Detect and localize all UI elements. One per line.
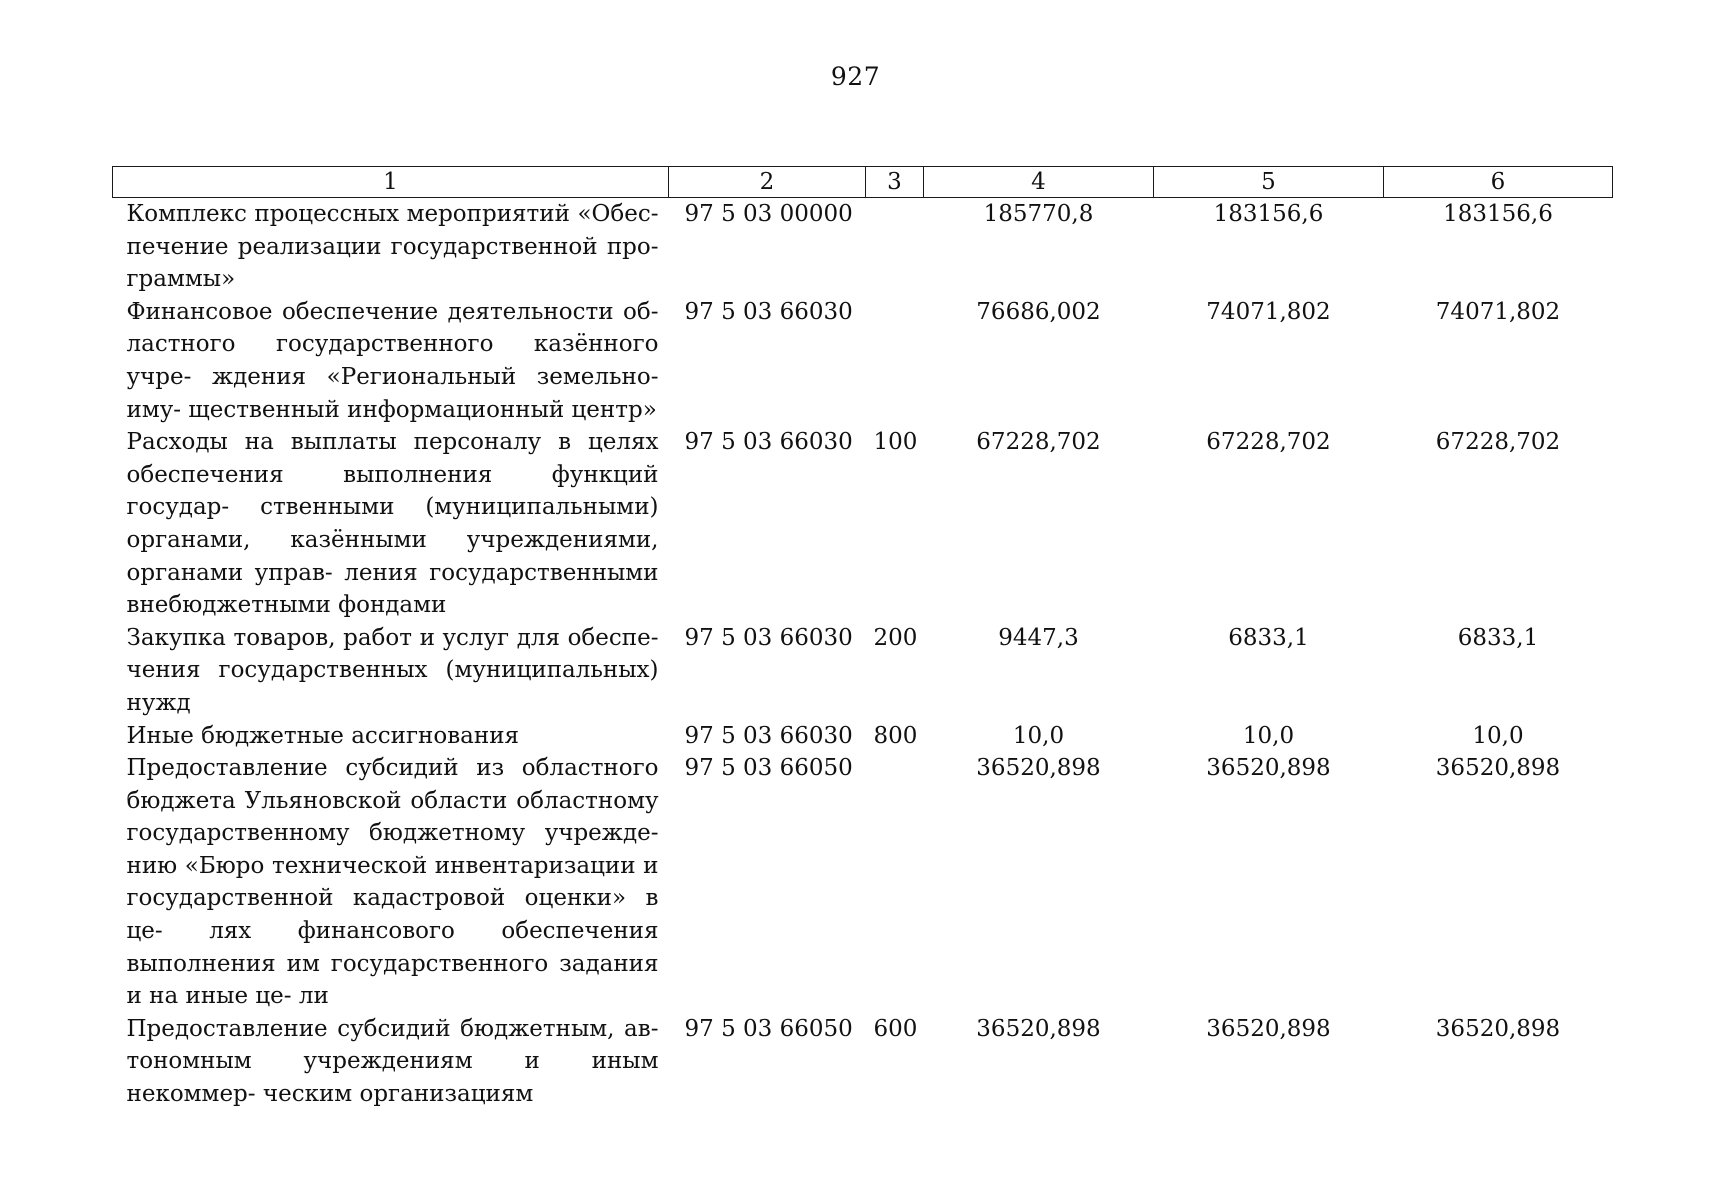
row-value-6: 183156,6	[1443, 201, 1553, 227]
row-name-line: ческим организациям	[262, 1081, 534, 1108]
row-value-6: 36520,898	[1435, 755, 1561, 782]
header-row	[113, 167, 1613, 198]
row-name-line: щественный информационный центр»	[188, 396, 657, 423]
row-name-line: Расходы на выплаты персоналу в целях	[126, 429, 659, 456]
column-header-1: 1	[113, 167, 669, 198]
row-name-line: ластного государственного казённого учре-	[126, 331, 659, 390]
row-value-6: 74071,802	[1435, 298, 1561, 325]
row-expense-type	[866, 752, 924, 1013]
table-row	[113, 426, 1613, 622]
row-name-line: Финансовое обеспечение деятельности об-	[126, 298, 659, 325]
row-name-line: государственному бюджетному учрежде-	[126, 820, 659, 847]
row-name-line: Иные бюджетные ассигнования	[126, 722, 520, 749]
row-name	[113, 622, 669, 720]
row-value-5: 10,0	[1242, 722, 1295, 749]
row-value-5: 36520,898	[1206, 1015, 1331, 1042]
table-row	[113, 752, 1613, 1013]
budget-table	[112, 166, 1613, 1111]
row-name	[113, 198, 669, 296]
row-code: 97 5 03 66050	[684, 755, 853, 782]
row-name-line: чения государственных (муниципальных)	[126, 657, 659, 684]
row-expense-type: 800	[873, 722, 918, 749]
table-row	[113, 622, 1613, 720]
row-value-5: 74071,802	[1206, 298, 1331, 325]
row-name-line: государственной кадастровой оценки» в це-	[126, 885, 659, 945]
row-value-6: 10,0	[1472, 722, 1524, 749]
row-name-line: печение реализации государственной про-	[126, 233, 659, 260]
row-name	[113, 426, 669, 622]
page-number: 927	[830, 62, 881, 91]
row-value-5: 67228,702	[1206, 429, 1331, 456]
row-expense-type	[866, 198, 924, 296]
row-value-4: 76686,002	[976, 298, 1101, 325]
column-header-3: 3	[866, 167, 924, 198]
row-code: 97 5 03 66030	[684, 298, 853, 325]
column-header-4: 4	[924, 167, 1154, 198]
row-name-line: Закупка товаров, работ и услуг для обеспе-	[126, 624, 659, 651]
row-value-4: 67228,702	[976, 429, 1101, 456]
table-row	[113, 198, 1613, 296]
row-name-line: граммы»	[126, 266, 236, 293]
row-name-line: бюджета Ульяновской области областному	[126, 787, 659, 814]
row-value-4: 9447,3	[998, 624, 1079, 651]
row-expense-type: 600	[873, 1015, 918, 1042]
row-expense-type	[866, 296, 924, 426]
row-expense-type: 100	[873, 429, 918, 456]
row-value-5: 183156,6	[1213, 201, 1324, 227]
column-header-2: 2	[669, 167, 866, 198]
row-name-line: им государственного задания и на иные це-	[126, 950, 659, 1010]
row-value-5: 36520,898	[1206, 755, 1331, 782]
row-name-line: ственными (муниципальными) органами,	[126, 494, 659, 553]
row-code: 97 5 03 66030	[684, 624, 853, 651]
row-name-line: ли	[298, 983, 329, 1010]
row-name-line: нию «Бюро технической инвентаризации и	[126, 852, 659, 879]
row-value-4: 10,0	[1012, 722, 1065, 749]
row-code: 97 5 03 66050	[684, 1015, 853, 1042]
table-row	[113, 720, 1613, 753]
row-value-6: 6833,1	[1457, 624, 1539, 651]
row-name-line: фондами	[338, 592, 447, 619]
row-value-6: 36520,898	[1435, 1015, 1561, 1042]
row-name-line: Предоставление субсидий бюджетным, ав-	[126, 1015, 659, 1042]
row-value-4: 36520,898	[976, 1015, 1101, 1042]
row-code: 97 5 03 66030	[684, 722, 853, 749]
row-name	[113, 720, 669, 753]
row-name	[113, 296, 669, 426]
table-row	[113, 1013, 1613, 1111]
column-header-6: 6	[1384, 167, 1613, 198]
row-value-5: 6833,1	[1228, 624, 1309, 651]
table-row	[113, 296, 1613, 426]
row-code: 97 5 03 00000	[684, 201, 853, 227]
row-name	[113, 752, 669, 1013]
row-value-4: 36520,898	[976, 755, 1101, 782]
row-name-line: ления государственными внебюджетными	[126, 559, 659, 619]
row-name-line: Предоставление субсидий из областного	[126, 755, 659, 782]
row-name	[113, 1013, 669, 1111]
table-body	[113, 198, 1613, 1111]
row-name-line: лях финансового обеспечения выполнения	[126, 918, 659, 977]
row-name-line: тономным учреждениям и иным некоммер-	[126, 1048, 659, 1108]
row-name-line: нужд	[126, 689, 191, 716]
row-value-4: 185770,8	[983, 201, 1094, 227]
row-expense-type: 200	[873, 624, 918, 651]
row-name-line: Комплекс процессных мероприятий «Обес-	[126, 201, 659, 227]
column-header-5: 5	[1154, 167, 1384, 198]
row-name-line: обеспечения выполнения функций государ-	[126, 461, 659, 521]
row-name-line: казёнными учреждениями, органами управ-	[126, 526, 659, 586]
row-value-6: 67228,702	[1435, 429, 1561, 456]
row-code: 97 5 03 66030	[684, 429, 853, 456]
row-name-line: ждения «Региональный земельно-иму-	[126, 363, 659, 423]
